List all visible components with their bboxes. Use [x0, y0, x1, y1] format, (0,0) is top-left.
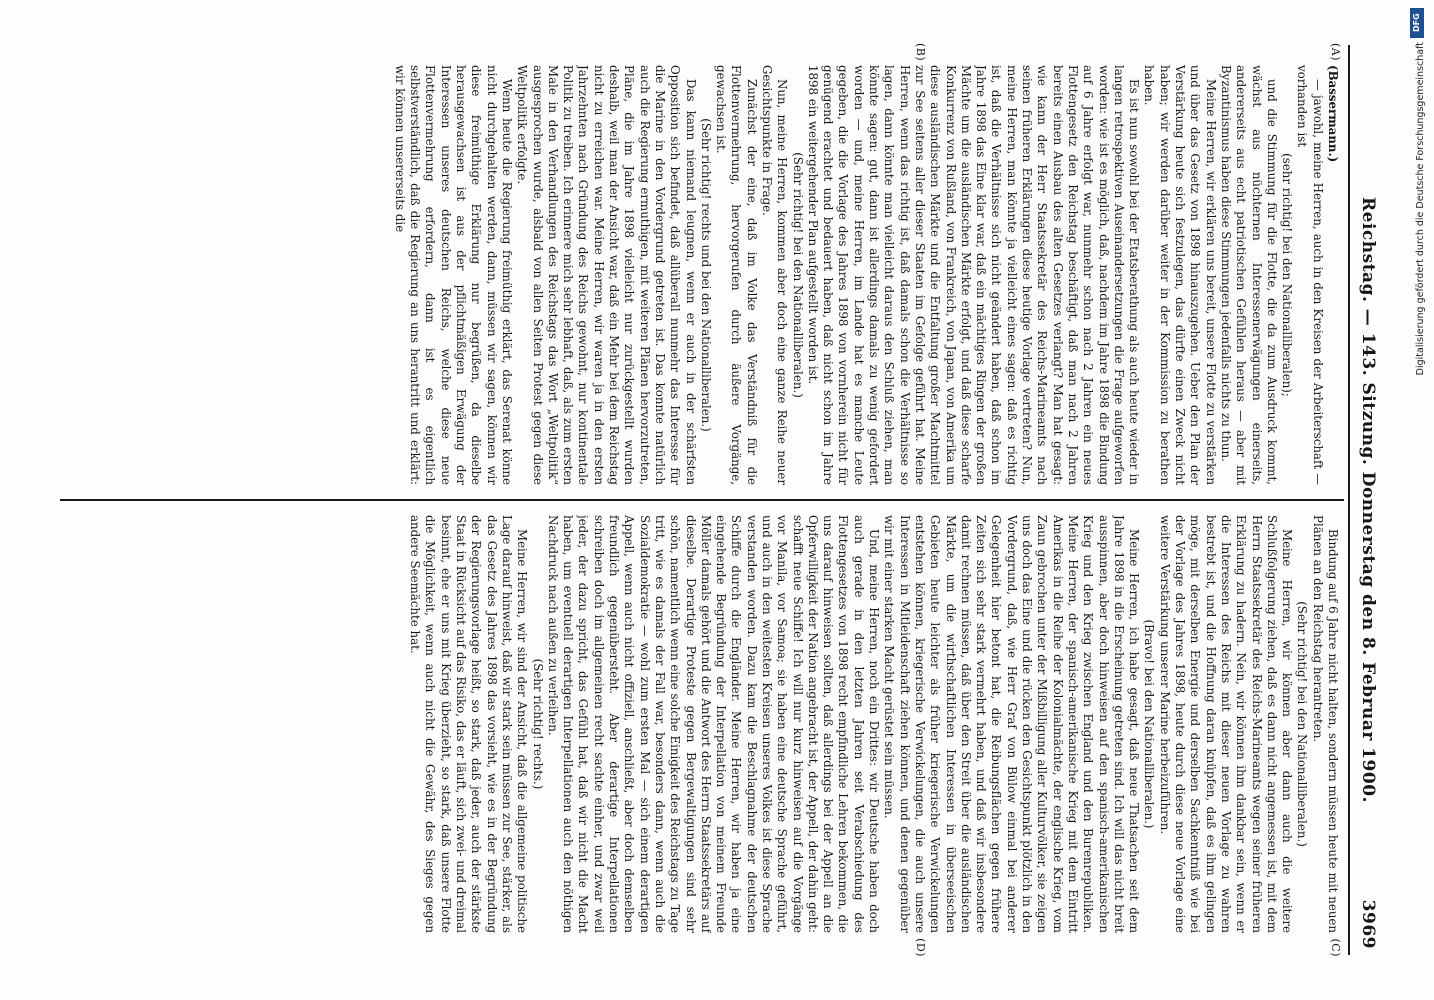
page-number: 3969 — [1358, 899, 1378, 949]
paragraph: Zunächst der eine, daß im Volke das Verständniß für die Flottenvermehrung, hervorgerufen durch äußere Vorgänge, gewachsen ist. — [714, 65, 759, 485]
credit-text: Digitalisierung gefördert durch die Deutsche Forschungsgemeinschaft — [1415, 42, 1426, 376]
page-header — [1352, 45, 1382, 955]
margin-marker-b: (B) — [914, 43, 927, 62]
paragraph: (Sehr richtig! rechts.) — [530, 658, 545, 790]
paragraph: (Sehr richtig! bei den Nationalliberalen.) — [790, 152, 805, 398]
digitization-credit — [1403, 8, 1431, 988]
speaker-name: (Bassermann.) — [1326, 65, 1340, 163]
rotated-newspaper-page — [52, 45, 1382, 955]
left-column — [58, 65, 1340, 485]
paragraph: (Sehr richtig! rechts und bei den Nationalliberalen.) — [698, 118, 713, 432]
paragraph: (Sehr richtig! bei den Nationalliberalen.) — [1295, 601, 1310, 847]
paragraph: Und, meine Herren, noch ein Drittes: wir Deutsche haben doch auch gerade in den letzten Jahren seit Verabschiedung des Flottengesetzes von 1898 recht empfindliche Lehren bekommen, die uns darauf hinweisen sollten, daß allerdings bei der Appell an die Opferwilligkeit der Nation angebracht ist, der Appell, der dahin geht: schafft neue Schiffe! Ich will nur kurz hinweisen auf die Vorgänge vor Manila, vor Samoa; sie haben eine deutsche Sprache geführt, und auch in den weitesten Kreisen unseres Volkes ist diese Sprache verstanden worden. Dazu kam die Beschlagnahme der deutschen Schiffe durch die Engländer. Meine Herren, wir haben ja eine eingehende Begründung der Interpellation von meinem Freunde Möller damals gehört und die Antwort des Herrn Staatssekretärs auf dieselbe. Derartige Proteste gegen Bergewaltigungen sind sehr schön, namentlich wenn eine solche Einigkeit des Reichstags zu Tage tritt, wie es damals der Fall war, besonders dann, wenn auch die Sozialdemokratie — wohl zum ersten Mal — sich einem derartigen Appell, wenn auch nicht offiziell, anschließt, aber doch demselben freundlich gegenübersteht. Aber derartige Interpellationen schreiben doch im allgemeinen recht sachte einher, und zwar weil jeder, der dazu spricht, das Gefühl hat, daß wir nicht die Macht haben, um eventuell derartigen Interpellationen auch den nöthigen Nachdruck nach außen zu verleihen. — [545, 515, 882, 933]
paragraph: — jawohl, meine Herren, auch in den Kreisen der Arbeiterschaft — vorhanden ist — [1295, 65, 1325, 485]
paragraph: Nun, meine Herren, kommen aber doch eine ganze Reihe neuer Gesichtspunkte in Frage. — [760, 65, 790, 485]
margin-marker-a: (A) — [1329, 43, 1342, 62]
paragraph: Bindung auf 6 Jahre nicht halten, sondern müssen heute mit neuen Plänen an den Reichstag herantreten. — [1310, 515, 1340, 933]
column-divider — [60, 499, 1344, 501]
left-column-text — [392, 65, 1325, 485]
running-head: Reichstag. — 143. Sitzung. Donnerstag den 8. Februar 1900. — [1358, 197, 1378, 803]
paragraph: Wenn heute die Regierung freimüthig erklärt, das Serenat könne nicht durchgehalten werden, dann, müssen wir sagen, können wir diese freimüthige Erklärung nur begrüßen, da dieselbe herausgewachsen ist aus der pflichtmäßigen Erwägung der Interessen unseres deutschen Reichs, welche diese neue Flottenvermehrung erfordern, dann ist es eigentlich selbstverständlich, daß die Regierung an uns herantritt und erklärt: wir können unsererseits die — [392, 65, 514, 485]
paragraph: Das kann niemand leugnen, wenn er auch in der schärfsten Opposition sich befindet, daß allüberall nunmehr das Interesse für die Marine in den Vordergrund getreten ist. Das konnte natürlich auch die Regierung ermuthigen, mit weiteren Plänen hervorzutreten, Pläne, die im Jahre 1898 vielleicht nur zurückgestellt wurden deshalb, weil man der Ansicht war, daß ein Mehr bei dem Reichstag nicht zu erreichen war. Meine Herren, wir waren ja in den ersten Jahrzehnten nach Gründung des Reichs gewohnt, nur kontinentale Politik zu treiben. Ich erinnere mich sehr lebhaft, daß, als zum ersten Male in den Verhandlungen des Reichstags das Wort „Weltpolitik“ ausgesprochen wurde, alsbald von allen Seiten Protest gegen diese Weltpolitik erfolgte. — [515, 65, 698, 485]
paragraph: (sehr richtig! bei den Nationalliberalen); — [1280, 153, 1295, 397]
margin-marker-c: (C) — [1329, 938, 1342, 957]
header-rule — [1348, 45, 1350, 955]
paragraph: und die Stimmung für die Flotte, die da zum Ausdruck kommt, wächst aus nüchternen Interessenerwägungen einerseits, andererseits aus echt patriotischen Gefühlen heraus — aber mit Byzantinismus haben diese Stimmungen jedenfalls nichts zu thun. — [1218, 65, 1279, 485]
paragraph: Meine Herren, wir sind der Ansicht, daß die allgemeine politische Lage darauf hinweist, daß wir stark sein müssen zur See, stärker, als das Gesetz des Jahres 1898 das vorsieht, wie es in der Begründung der Regierungsvorlage heißt, so stark, daß jeder, auch der stärkste Staat in Rücksicht auf das Risiko, das er läuft, sich zwei- und dreimal besinnt, ehe er uns mit Krieg überzieht, so stark, daß unsere Flotte die Möglichkeit, wenn auch nicht die Gewähr, des Sieges gegen andere Seemächte hat. — [408, 515, 530, 933]
margin-marker-d: (D) — [914, 938, 927, 957]
right-column — [58, 515, 1340, 933]
paragraph: (Bravo! bei den Nationalliberalen.) — [1142, 619, 1157, 829]
right-column-text — [407, 515, 1340, 933]
paragraph: Meine Herren, wir können aber dann auch die weitere Schlußfolgerung ziehen, daß es dann nicht angemessen ist, mit dem Herrn Staatssekretär des Reichs-Marineamts wegen seiner früheren Erklärung zu hadern. Nein, wir können ihm dankbar sein, wenn er die Interessen des Reichs mit dieser neuen Vorlage zu wahren bestrebt ist, und die Hoffnung daran knüpfen, daß es ihm gelingen möge, mit derselben Energie und derselben Sachkenntniß wie bei der Vorlage des Jahres 1898, heute durch diese neue Vorlage eine weitere Verstärkung unserer Marine herbeizuführen. — [1157, 515, 1295, 933]
paragraph: Es ist nun sowohl bei der Etatsberathung als auch heute wieder in langen retrospektiven Auseinandersetzungen die Frage aufgeworfen worden: wie ist es möglich, daß, nachdem im Jahre 1898 die Bindung auf 6 Jahre erfolgt war, nunmehr schon nach 2 Jahren ein neues Flottengesetz den Reichstag beschäftigt, daß man nach 2 Jahren bereits einen Ausbau des alten Gesetzes verlangt? Man hat gesagt: wie kann der Herr Staatssekretär des Reichs-Marineamts nach seinen früheren Erklärungen diese heutige Vorlage vertreten? Nun, meine Herren, man könnte ja vielleicht eines sagen: daß es richtig ist, daß die Verhältnisse sich nicht geändert haben, daß schon im Jahre 1898 das Eine klar war, daß ein mächtiges Ringen der großen Mächte um die ausländischen Märkte erfolgt, und daß diese scharfe Konkurrenz von Rußland, von Frankreich, von Japan, von Amerika um diese ausländischen Märkte und die Entfaltung großer Machtmittel zur See seitens aller dieser Staaten im Gefolge geführt hat. Meine Herren, wenn das richtig ist, daß damals schon die Verhältnisse so lagen, dann könnte man vielleicht daraus den Schluß ziehen, man könnte sagen: gut, dann ist allerdings damals zu wenig gefordert worden — und, meine Herren, im Lande hat es manche Leute gegeben, die die Vorlage des Jahres 1898 von vornherein nicht für genügend erachtet und bedauert haben, daß nicht schon im Jahre 1898 ein weitergehender Plan aufgestellt worden ist. — [805, 65, 1142, 485]
dfg-logo-icon: DFG — [1410, 8, 1424, 38]
paragraph: Meine Herren, ich habe gesagt, daß neue Thatsachen seit dem Jahre 1898 in die Erscheinung getreten sind. Ich will das nicht breit ausspinnen, aber doch hinweisen auf den spanisch-amerikanischen Krieg und den Krieg zwischen England und den Burenrepubliken. Meine Herren, der spanisch-amerikanische Krieg mit dem Eintritt Amerikas in die Reihe der Kolonialmächte, der englische Krieg, vom Zaun gebrochen unter der Mißbilligung aller Kulturvölker, sie zeigen uns doch das Eine und die rücken den Gesichtspunkt plötzlich in den Vordergrund, daß, wie Herr Graf von Bülow einmal bei anderer Gelegenheit hier betont hat, die Reibungsflächen gegen frühere Zeiten sich sehr stark vermehrt haben, und daß wir insbesondere damit rechnen müssen, daß über den Streit über die ausländischen Märkte, um die wirthschaftlichen Interessen in überseeischen Gebieten heute leichter als früher kriegerische Verwickelungen entstehen können, kriegerische Verwickelungen, die auch unsere Interessen in Mitleidenschaft ziehen können, und denen gegenüber wir mit einer starken Macht gerüstet sein müssen. — [882, 515, 1142, 933]
paragraph: Meine Herren, wir erklären uns bereit, unsere Flotte zu verstärken und über das Gesetz von 1898 hinauszugehen. Ueber den Plan der Verstärkung heute sich festzulegen, das dürfte einen Zweck nicht haben; wir werden darüber weiter in der Kommission zu berathen haben. — [1142, 65, 1218, 485]
